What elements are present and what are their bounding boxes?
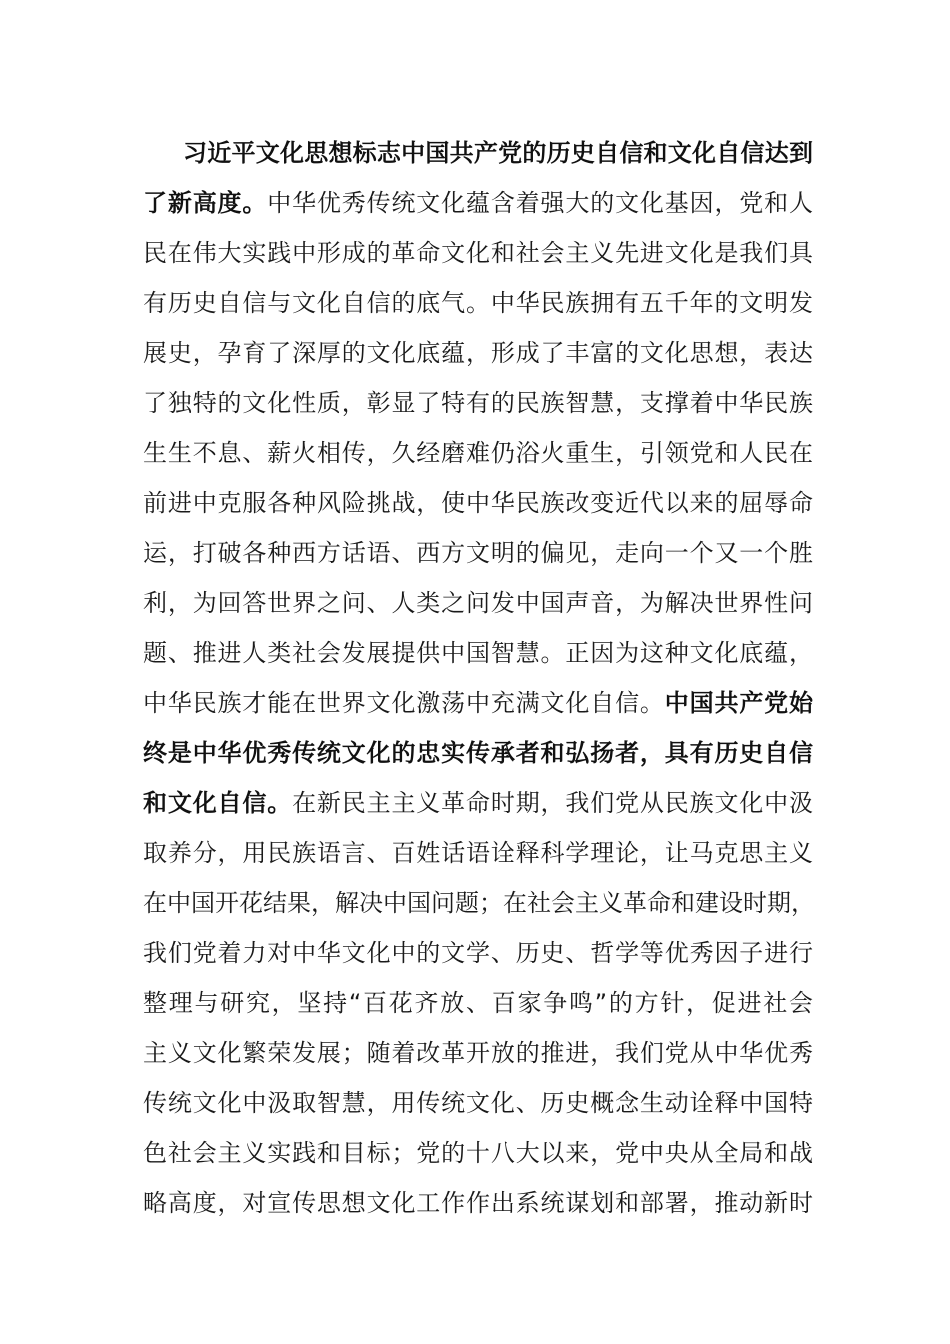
text-run: 利，为回答世界之问、人类之问发中国声音，为解决世界性问 bbox=[143, 589, 813, 617]
text-line bbox=[143, 1078, 813, 1128]
bold-text-run: 和文化自信。 bbox=[143, 789, 293, 817]
text-line bbox=[143, 1178, 813, 1228]
text-line bbox=[143, 728, 813, 778]
text-run: 中华优秀传统文化蕴含着强大的文化基因，党和人 bbox=[267, 189, 814, 217]
text-line bbox=[143, 1128, 813, 1178]
text-run: 传统文化中汲取智慧，用传统文化、历史概念生动诠释中国特 bbox=[143, 1089, 813, 1117]
text-line bbox=[143, 378, 813, 428]
text-run: 取养分，用民族语言、百姓话语诠释科学理论，让马克思主义 bbox=[143, 839, 813, 867]
text-run: 生生不息、薪火相传，久经磨难仍浴火重生，引领党和人民在 bbox=[143, 439, 813, 467]
text-run: 整理与研究，坚持“百花齐放、百家争鸣”的方针，促进社会 bbox=[143, 989, 813, 1017]
text-run: 展史，孕育了深厚的文化底蕴，形成了丰富的文化思想，表达 bbox=[143, 339, 813, 367]
text-run: 有历史自信与文化自信的底气。中华民族拥有五千年的文明发 bbox=[143, 289, 813, 317]
text-line bbox=[143, 528, 813, 578]
text-line bbox=[143, 128, 813, 178]
text-line bbox=[143, 678, 813, 728]
text-run: 在中国开花结果，解决中国问题；在社会主义革命和建设时期， bbox=[143, 889, 815, 917]
text-line bbox=[143, 878, 813, 928]
text-line bbox=[143, 328, 813, 378]
text-run: 民在伟大实践中形成的革命文化和社会主义先进文化是我们具 bbox=[143, 239, 813, 267]
text-run: 中华民族才能在世界文化激荡中充满文化自信。 bbox=[143, 689, 665, 717]
bold-text-run: 了新高度。 bbox=[143, 189, 268, 217]
text-line bbox=[143, 478, 813, 528]
text-run: 我们党着力对中华文化中的文学、历史、哲学等优秀因子进行 bbox=[143, 939, 813, 967]
text-line bbox=[143, 578, 813, 628]
text-line bbox=[143, 228, 813, 278]
text-line bbox=[143, 978, 813, 1028]
text-run: 运，打破各种西方话语、西方文明的偏见，走向一个又一个胜 bbox=[143, 539, 813, 567]
bold-text-run: 习近平文化思想标志中国共产党的历史自信和文化自信达到 bbox=[183, 139, 813, 167]
text-run: 色社会主义实践和目标；党的十八大以来，党中央从全局和战 bbox=[143, 1139, 813, 1167]
text-run: 在新民主主义革命时期，我们党从民族文化中汲 bbox=[292, 789, 813, 817]
bold-text-run: 终是中华优秀传统文化的忠实传承者和弘扬者，具有历史自信 bbox=[143, 739, 813, 767]
text-line bbox=[143, 778, 813, 828]
text-line bbox=[143, 828, 813, 878]
text-run: 前进中克服各种风险挑战，使中华民族改变近代以来的屈辱命 bbox=[143, 489, 813, 517]
text-line bbox=[143, 428, 813, 478]
text-run: 题、推进人类社会发展提供中国智慧。正因为这种文化底蕴， bbox=[143, 639, 813, 667]
text-run: 略高度，对宣传思想文化工作作出系统谋划和部署，推动新时 bbox=[143, 1189, 813, 1217]
text-run: 主义文化繁荣发展；随着改革开放的推进，我们党从中华优秀 bbox=[143, 1039, 813, 1067]
text-line bbox=[143, 1028, 813, 1078]
text-line bbox=[143, 928, 813, 978]
text-line bbox=[143, 278, 813, 328]
body-paragraph bbox=[143, 128, 813, 1228]
text-run: 了独特的文化性质，彰显了特有的民族智慧，支撑着中华民族 bbox=[143, 389, 813, 417]
bold-text-run: 中国共产党始 bbox=[664, 689, 814, 717]
text-line bbox=[143, 178, 813, 228]
text-line bbox=[143, 628, 813, 678]
